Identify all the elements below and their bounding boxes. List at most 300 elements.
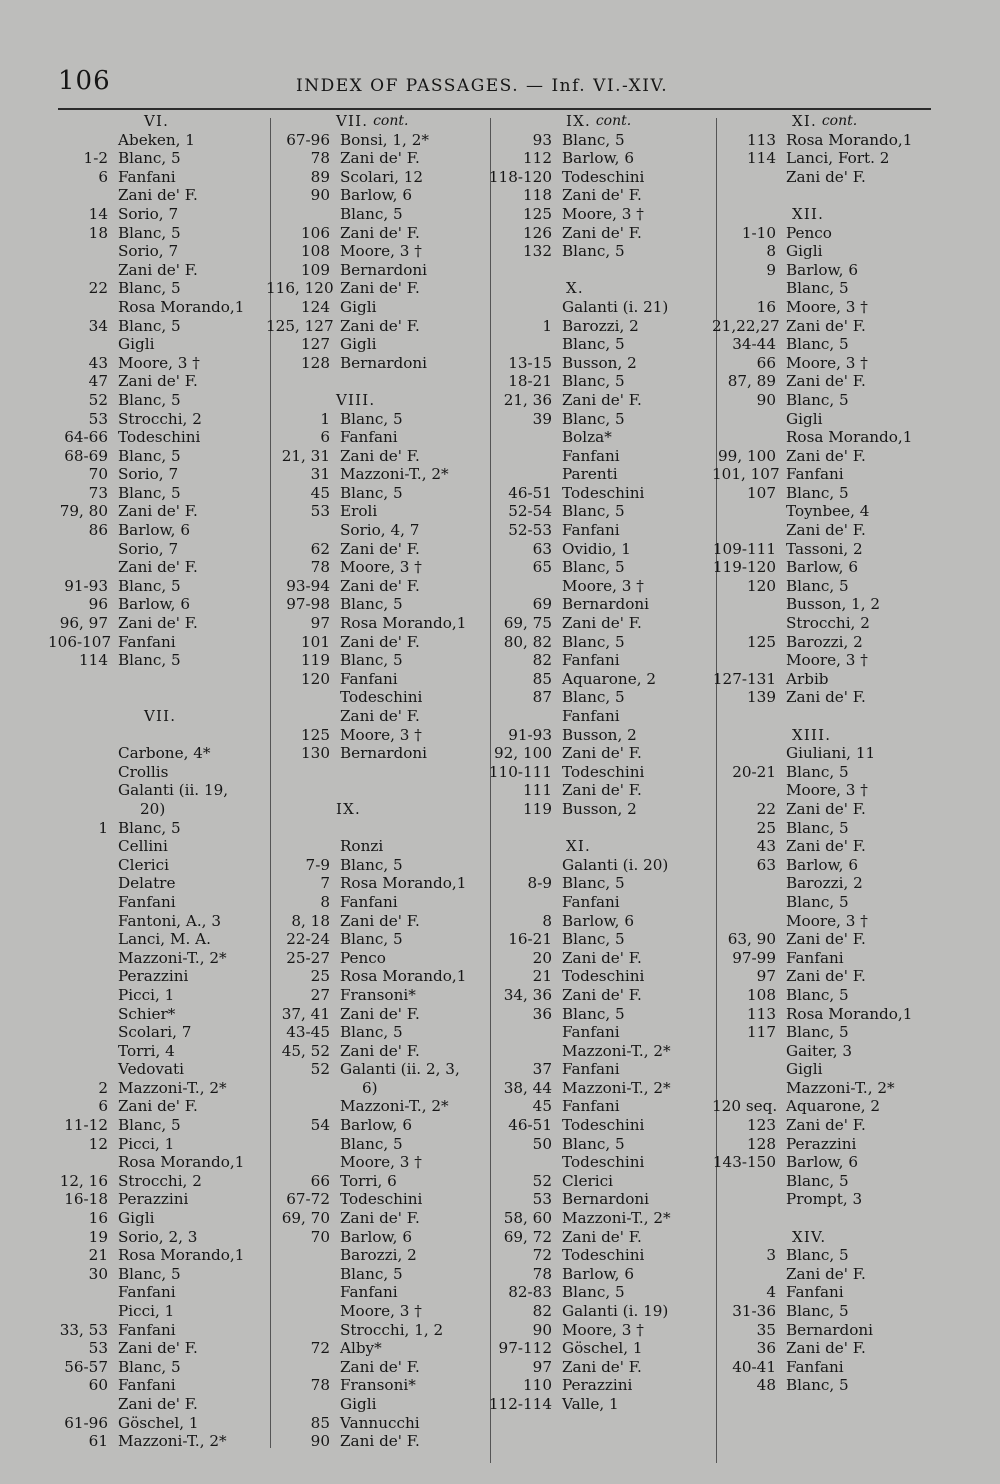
verse-ref [712,912,786,931]
verse-ref [48,744,118,763]
verse-ref: 53 [88,409,108,428]
verse-ref: 114 [747,149,776,168]
verse-ref: 86 [88,521,108,540]
verse-ref [48,1302,118,1321]
canto-heading [712,726,912,745]
commentator-ref: Valle, 1 [562,1394,619,1413]
commentator-ref: Moore, 3 † [786,651,868,670]
index-entry [488,298,671,317]
commentator-ref: Blanc, 5 [562,502,625,521]
verse-ref [48,1060,118,1079]
commentator-ref: Gigli [786,409,823,428]
index-entry [266,986,466,1005]
commentator-ref: Galanti (ii. 19, [118,781,229,800]
index-entry [48,391,244,410]
index-entry [48,744,244,763]
commentator-ref: Busson, 2 [562,725,637,744]
verse-ref: 91-93 [64,576,108,595]
verse-ref: 53 [310,502,330,521]
verse-ref: 37, 41 [281,1004,330,1023]
verse-ref: 62 [310,539,330,558]
index-entry [48,335,244,354]
verse-ref: 93 [532,130,552,149]
verse-ref: 3 [766,1246,776,1265]
index-entry [488,614,671,633]
commentator-ref: Fanfani [118,1283,176,1302]
verse-ref: 46-51 [508,1116,552,1135]
verse-ref: 43 [756,837,776,856]
commentator-ref: Todeschini [562,1116,645,1135]
verse-ref: 19 [88,1227,108,1246]
commentator-ref: Blanc, 5 [786,483,849,502]
index-entry [488,465,671,484]
commentator-ref: Bolza* [562,428,612,447]
spacer [488,819,671,838]
commentator-ref: Mazzoni-T., 2* [118,1078,227,1097]
index-entry [266,168,466,187]
commentator-ref: Galanti (i. 20) [562,855,669,874]
commentator-ref: Fanfani [118,1376,176,1395]
verse-ref: 93-94 [286,576,330,595]
commentator-ref: Todeschini [562,1153,645,1172]
index-entry [48,242,244,261]
verse-ref: 39 [532,409,552,428]
index-entry [266,707,466,726]
index-entry [488,428,671,447]
commentator-ref: Blanc, 5 [786,279,849,298]
verse-ref: 43-45 [286,1023,330,1042]
verse-ref: 101, 107 [712,465,780,484]
index-entry [712,633,912,652]
commentator-ref: Blanc, 5 [340,1134,403,1153]
index-entry [488,967,671,986]
commentator-ref: Moore, 3 † [562,576,644,595]
verse-ref: 63, 90 [727,930,776,949]
commentator-ref: Strocchi, 2 [118,1171,202,1190]
index-entry [488,540,671,559]
index-entry [266,893,466,912]
index-entry [488,335,671,354]
commentator-ref: Prompt, 3 [786,1190,863,1209]
index-entry [488,1023,671,1042]
verse-ref: 40-41 [732,1357,776,1376]
index-entry [712,986,912,1005]
index-entry [488,149,671,168]
commentator-ref: Zani de' F. [786,316,866,335]
index-entry [488,912,671,931]
commentator-ref: Zani de' F. [562,223,642,242]
index-entry [266,1079,466,1098]
commentator-ref: Toynbee, 4 [786,502,870,521]
commentator-ref: Barlow, 6 [562,149,634,168]
commentator-ref: Gigli [118,1209,155,1228]
index-entry [48,856,244,875]
commentator-ref: Zani de' F. [562,985,642,1004]
commentator-ref: Moore, 3 † [786,781,868,800]
verse-ref: 63 [532,539,552,558]
commentator-ref: Fanfani [340,892,398,911]
index-entry [712,688,912,707]
verse-ref: 99, 100 [718,446,776,465]
index-entry [712,410,912,429]
index-entry [48,595,244,614]
index-entry [488,707,671,726]
verse-ref: 66 [756,353,776,372]
commentator-ref: Blanc, 5 [118,1116,181,1135]
index-entry [48,1246,244,1265]
verse-ref: 110 [523,1376,552,1395]
verse-ref [48,837,118,856]
index-entry [488,595,671,614]
index-entry [488,1172,671,1191]
verse-ref: 114 [79,651,108,670]
index-entry [266,1116,466,1135]
commentator-ref: Blanc, 5 [118,818,181,837]
index-entry [488,1060,671,1079]
verse-ref: 85 [310,1413,330,1432]
commentator-ref: Todeschini [562,1246,645,1265]
index-entry [488,1097,671,1116]
verse-ref: 118 [523,186,552,205]
commentator-ref: Blanc, 5 [118,446,181,465]
verse-ref [48,186,118,205]
verse-ref: 125 [523,204,552,223]
index-entry [48,967,244,986]
commentator-ref: Moore, 3 † [340,1153,422,1172]
commentator-ref: Blanc, 5 [118,483,181,502]
commentator-ref: Strocchi, 2 [786,614,870,633]
index-entry [712,577,912,596]
index-entry [488,856,671,875]
commentator-ref: Blanc, 5 [786,762,849,781]
verse-ref: 31-36 [732,1302,776,1320]
commentator-ref: Blanc, 5 [562,1134,625,1153]
verse-ref: 125 [747,632,776,651]
index-entry [266,540,466,559]
index-entry [48,986,244,1005]
index-entry [712,242,912,261]
commentator-ref: Alby* [340,1339,382,1358]
index-entry [48,1005,244,1024]
spacer [266,781,466,800]
commentator-ref: Zani de' F. [340,707,420,725]
verse-ref [48,1283,118,1302]
index-entry [488,1079,671,1098]
index-entry [712,317,912,336]
verse-ref [488,335,562,354]
commentator-ref: Zani de' F. [340,539,420,558]
verse-ref: 97 [310,614,330,633]
index-entry [48,1283,244,1302]
commentator-ref: Picci, 1 [118,1302,175,1320]
verse-ref: 48 [756,1376,776,1395]
index-entry [488,633,671,652]
verse-ref: 30 [88,1264,108,1283]
commentator-ref: Blanc, 5 [786,818,849,837]
index-entry [712,298,912,317]
canto-heading [266,391,466,410]
commentator-ref: Fanfani [562,1060,620,1079]
verse-ref [712,1265,786,1284]
index-entry [488,410,671,429]
verse-ref: 18-21 [508,372,552,391]
commentator-ref: Penco [786,223,832,242]
commentator-ref: Galanti (ii. 2, 3, [340,1060,460,1079]
commentator-ref: Galanti (i. 19) [562,1302,669,1320]
index-entry [266,1153,466,1172]
commentator-ref: Rosa Morando,1 [786,428,913,447]
commentator-ref: Zani de' F. [786,930,866,949]
verse-ref [266,1153,340,1172]
index-entry [266,1246,466,1265]
commentator-ref: Mazzoni-T., 2* [118,1432,227,1451]
index-entry [712,428,912,447]
verse-ref [48,763,118,782]
commentator-ref: Vedovati [118,1060,185,1079]
commentator-ref: Ronzi [340,837,384,856]
index-entry [48,131,244,150]
commentator-ref: Fanfani [562,521,620,540]
verse-ref: 56-57 [64,1357,108,1376]
commentator-ref: Moore, 3 † [786,911,868,930]
commentator-ref: Rosa Morando,1 [786,1004,913,1023]
commentator-ref: Blanc, 5 [562,372,625,391]
verse-ref: 82 [532,1302,552,1320]
index-entry [712,744,912,763]
verse-ref: 43 [88,353,108,372]
verse-ref: 65 [532,558,552,577]
canto-heading [266,112,466,131]
commentator-ref: Blanc, 5 [562,874,625,893]
index-entry [488,1153,671,1172]
index-entry [266,1209,466,1228]
index-entry [266,633,466,652]
verse-ref [48,874,118,893]
verse-ref: 106 [301,223,330,242]
verse-ref: 112-114 [488,1394,552,1413]
verse-ref: 82 [532,651,552,670]
index-entry [48,1358,244,1377]
index-entry [712,224,912,243]
index-entry [488,1358,671,1377]
commentator-ref: Perazzini [562,1376,633,1395]
canto-numeral: VIII. [336,390,376,409]
verse-ref [266,707,340,726]
canto-heading [48,112,244,131]
commentator-ref: Göschel, 1 [118,1413,199,1432]
verse-ref: 126 [523,223,552,242]
verse-ref [48,242,118,261]
verse-ref [712,595,786,614]
index-entry [488,651,671,670]
commentator-ref: Zani de' F. [118,1339,198,1358]
verse-ref: 54 [310,1116,330,1135]
index-column-2 [266,112,466,1451]
index-entry [266,614,466,633]
commentator-ref: Blanc, 5 [562,632,625,651]
verse-ref: 1 [542,316,552,335]
verse-ref: 127-131 [712,669,776,688]
commentator-ref: Zani de' F. [562,781,642,800]
index-entry [712,1097,912,1116]
index-entry [48,633,244,652]
verse-ref: 127 [301,335,330,354]
index-entry [712,949,912,968]
commentator-ref: Blanc, 5 [118,149,181,168]
commentator-ref: Scolari, 12 [340,167,424,186]
verse-ref: 34, 36 [503,985,552,1004]
index-entry [266,317,466,336]
commentator-ref: Fanfani [118,1320,176,1339]
index-entry [712,1172,912,1191]
commentator-ref: Zani de' F. [786,521,866,540]
index-entry [48,1339,244,1358]
commentator-ref: Busson, 2 [562,799,637,818]
commentator-ref: Rosa Morando,1 [118,1153,245,1172]
verse-ref: 79, 80 [59,502,108,521]
commentator-ref: Moore, 3 † [786,297,868,316]
commentator-ref: Fanfani [786,1283,844,1302]
commentator-ref: Blanc, 5 [786,892,849,911]
verse-ref: 128 [301,353,330,372]
spacer [712,707,912,726]
commentator-ref: Moore, 3 † [340,725,422,744]
verse-ref [48,558,118,577]
commentator-ref: Moore, 3 † [562,204,644,223]
commentator-ref: Barlow, 6 [562,1264,634,1283]
index-entry [712,856,912,875]
commentator-ref: Bernardoni [340,353,428,372]
commentator-ref: Zani de' F. [340,223,420,242]
index-entry [266,651,466,670]
commentator-ref: Giuliani, 11 [786,744,876,763]
index-entry [48,540,244,559]
commentator-ref: Barlow, 6 [340,1227,412,1246]
commentator-ref: Gigli [340,335,377,354]
page-number: 106 [58,66,111,96]
index-entry [266,1395,466,1414]
index-entry [488,577,671,596]
commentator-ref: Bernardoni [562,1190,650,1209]
verse-ref: 113 [747,130,776,149]
verse-ref [488,893,562,912]
commentator-ref: Barlow, 6 [562,911,634,930]
verse-ref [712,1190,786,1209]
verse-ref: 21 [88,1246,108,1265]
index-entry [712,391,912,410]
commentator-ref: Zani de' F. [562,744,642,763]
commentator-ref: Zani de' F. [340,576,420,595]
verse-ref: 97-98 [286,595,330,614]
spacer [266,372,466,391]
verse-ref: 8-9 [527,874,552,893]
commentator-ref: Moore, 3 † [562,1320,644,1339]
index-entry [712,837,912,856]
index-entry [712,1302,912,1321]
index-entry [712,261,912,280]
index-entry [712,1005,912,1024]
index-entry [488,447,671,466]
verse-ref: 52 [532,1171,552,1190]
index-entry [488,670,671,689]
verse-ref: 87 [532,688,552,707]
verse-ref [712,168,786,187]
commentator-ref: Zani de' F. [786,372,866,391]
index-entry [48,1395,244,1414]
verse-ref: 35 [756,1320,776,1339]
commentator-ref: Fanfani [786,948,844,967]
index-entry [266,1339,466,1358]
index-entry [266,874,466,893]
spacer [266,763,466,782]
index-entry [48,186,244,205]
commentator-ref: Barlow, 6 [340,186,412,205]
verse-ref: 60 [88,1376,108,1395]
commentator-ref: Parenti [562,465,618,484]
verse-ref [48,800,118,819]
index-entry [266,1060,466,1079]
verse-ref [48,1023,118,1042]
commentator-ref: Aquarone, 2 [562,669,657,688]
spacer [48,688,244,707]
index-entry [712,521,912,540]
verse-ref: 113 [747,1004,776,1023]
verse-ref [488,856,562,875]
verse-ref [266,1302,340,1321]
verse-ref: 9 [766,260,776,279]
canto-heading [266,800,466,819]
verse-ref: 20 [532,948,552,967]
commentator-ref: Bernardoni [786,1320,874,1339]
commentator-ref: Sorio, 7 [118,465,179,484]
verse-ref: 139 [747,688,776,707]
verse-ref: 31 [310,465,330,484]
index-entry [266,577,466,596]
commentator-ref: Zani de' F. [118,558,198,577]
verse-ref: 106-107 [48,632,112,651]
commentator-ref: Gigli [340,1394,377,1413]
commentator-ref: Perazzini [118,967,189,986]
index-entry [48,298,244,317]
commentator-ref: Zani de' F. [340,149,420,168]
verse-ref: 6 [98,167,108,186]
index-entry [266,428,466,447]
index-entry [266,335,466,354]
index-entry [712,893,912,912]
commentator-ref: Barlow, 6 [786,558,858,577]
verse-ref: 1-2 [83,149,108,168]
index-entry [712,930,912,949]
commentator-ref: Todeschini [118,428,201,447]
index-entry [48,949,244,968]
spacer [266,819,466,838]
index-entry [712,1339,912,1358]
verse-ref: 21,22,27 [712,316,780,335]
index-entry [48,930,244,949]
verse-ref [266,1265,340,1284]
commentator-ref: Zani de' F. [118,186,198,205]
verse-ref: 53 [88,1339,108,1358]
index-entry [48,1172,244,1191]
verse-ref: 8 [320,892,330,911]
commentator-ref: Blanc, 5 [340,651,403,670]
commentator-ref: Todeschini [562,762,645,781]
verse-ref: 116, 120 [266,279,334,298]
index-entry [266,1265,466,1284]
commentator-ref: Blanc, 5 [340,483,403,502]
verse-ref [48,131,118,150]
index-entry [266,465,466,484]
